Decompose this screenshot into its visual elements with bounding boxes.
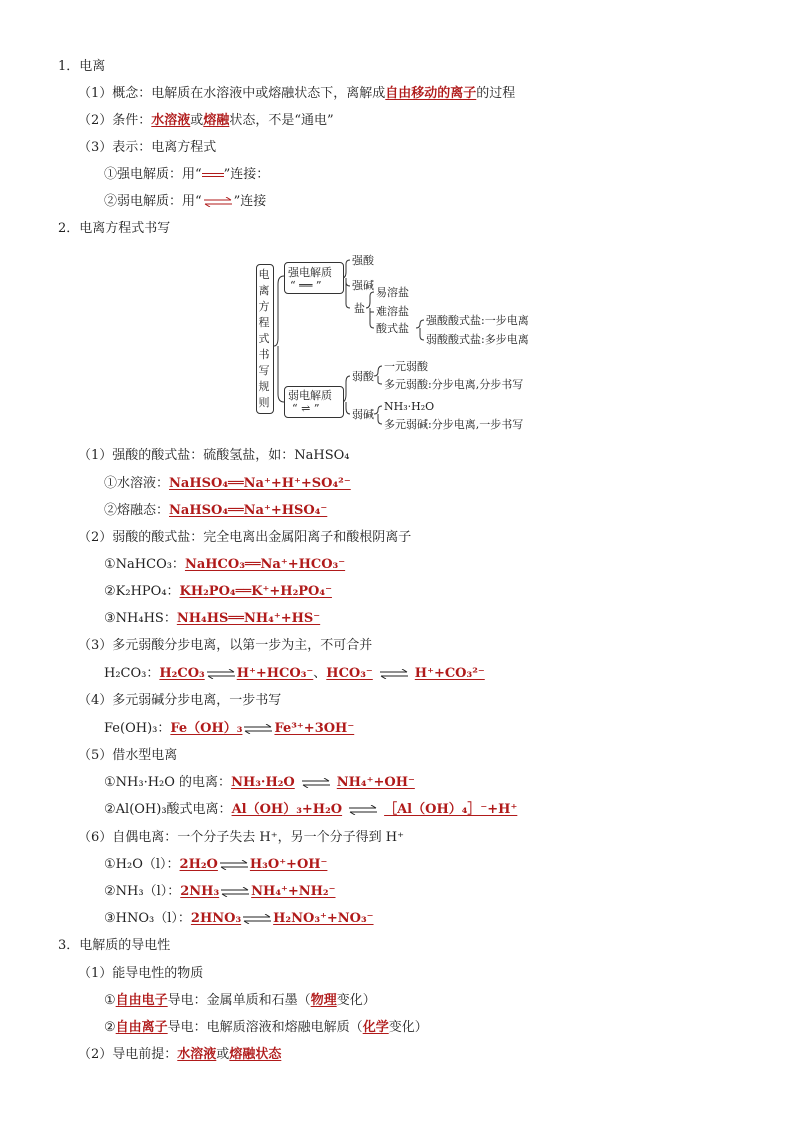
section-1-title: 1．电离 <box>58 59 106 74</box>
representation-line: （3）表示：电离方程式 <box>78 140 217 155</box>
weak-text: ②弱电解质：用“ <box>104 194 202 209</box>
ion-tail: 变化） <box>388 1020 428 1035</box>
q2-heading: （2）弱酸的酸式盐：完全电离出金属阳离子和酸根阴离子 <box>78 530 412 545</box>
q2a-label: ①NaHCO₃： <box>104 557 185 572</box>
node-insoluble-salt: 难溶盐 <box>376 305 409 318</box>
electron-text: 导电：金属单质和石墨（ <box>167 993 311 1008</box>
q3a-reactant-2: HCO₃⁻ <box>326 666 373 681</box>
q3a-product-2: H⁺+CO₃²⁻ <box>414 666 485 681</box>
reversible-arrow-icon <box>242 914 272 924</box>
node-salt: 盐 <box>354 302 365 315</box>
q5-heading: （5）借水型电离 <box>78 748 178 763</box>
q3a-separator: 、 <box>313 666 327 681</box>
q5b-reactant: Al（OH）₃+H₂O <box>231 802 343 817</box>
root-char: 程 <box>258 316 270 329</box>
root-char: 电 <box>258 268 270 281</box>
concept-tail: 的过程 <box>476 86 516 101</box>
condition-or: 或 <box>190 113 204 128</box>
q1a-label: ①水溶液： <box>104 476 170 491</box>
q6c-line <box>104 910 374 928</box>
weak-tail: ”连接 <box>233 194 267 209</box>
root-char: 式 <box>258 332 270 345</box>
q4a-line <box>104 720 354 738</box>
root-char: 方 <box>258 300 270 313</box>
section-2-title: 2．电离方程式书写 <box>58 221 171 236</box>
q5b-line <box>104 801 517 819</box>
q2b-line <box>104 583 332 601</box>
conduction-premise-line <box>78 1046 281 1064</box>
q6a-reactant: 2H₂O <box>179 857 218 872</box>
q6c-label: ③HNO₃（l）： <box>104 911 191 926</box>
weak-symbol: “ ⇌ ” <box>292 402 320 415</box>
premise-or: 或 <box>216 1047 230 1062</box>
node-strong-acid-salt: 强酸酸式盐:一步电离 <box>426 314 529 327</box>
node-acid-salt: 酸式盐 <box>376 322 409 335</box>
reversible-arrow-icon <box>220 887 250 897</box>
q4a-product: Fe³⁺+3OH⁻ <box>274 721 355 736</box>
electron-tail: 变化） <box>336 993 376 1008</box>
ion-text: 导电：电解质溶液和熔融电解质（ <box>167 1020 363 1035</box>
reversible-arrow-icon <box>296 778 336 788</box>
reversible-arrow-icon <box>343 805 383 815</box>
q5a-reactant: NH₃·H₂O <box>231 775 295 790</box>
q6b-line <box>104 883 336 901</box>
equals-symbol <box>202 171 224 179</box>
q2c-line <box>104 610 320 628</box>
electron-conduction-line <box>104 992 376 1010</box>
answer-free-ions: 自由移动的离子 <box>385 86 477 101</box>
answer-physical: 物理 <box>310 993 337 1008</box>
strong-electrolyte-label: 强电解质 <box>288 266 332 279</box>
conductors-heading: （1）能导电性的物质 <box>78 966 204 981</box>
condition-tail: 状态，不是“通电” <box>229 113 334 128</box>
answer-aqueous-2: 水溶液 <box>177 1047 217 1062</box>
strong-symbol: “ ══ ” <box>290 279 322 292</box>
q5b-label: ②Al(OH)₃酸式电离： <box>104 802 232 817</box>
q3a-line <box>104 665 485 683</box>
q3a-product-1: H⁺+HCO₃⁻ <box>236 666 314 681</box>
reversible-arrow-icon <box>219 860 249 870</box>
q6a-label: ①H₂O（l）： <box>104 857 180 872</box>
strong-text: ①强电解质：用“ <box>104 167 202 182</box>
concept-line <box>78 85 515 103</box>
concept-text: （1）概念：电解质在水溶液中或熔融状态下，离解成 <box>78 86 386 101</box>
q2b-label: ②K₂HPO₄： <box>104 584 180 599</box>
condition-text: （2）条件： <box>78 113 152 128</box>
q1b-answer: NaHSO₄══Na⁺+HSO₄⁻ <box>169 503 328 518</box>
reversible-arrow-icon <box>374 669 414 679</box>
q5b-product: ［Al（OH）₄］⁻+H⁺ <box>384 802 518 817</box>
node-poly-weak-base: 多元弱碱:分步电离,一步书写 <box>384 418 524 431</box>
node-soluble-salt: 易溶盐 <box>376 286 409 299</box>
q3a-reactant-1: H₂CO₃ <box>159 666 205 681</box>
answer-molten-state: 熔融状态 <box>229 1047 282 1062</box>
node-mono-weak-acid: 一元弱酸 <box>384 360 428 373</box>
answer-free-ions-2: 自由离子 <box>115 1020 168 1035</box>
electron-marker: ① <box>104 993 116 1008</box>
q6b-reactant: 2NH₃ <box>180 884 220 899</box>
node-weak-base: 弱碱 <box>352 408 374 421</box>
q6-heading: （6）自偶电离：一个分子失去 H⁺，另一个分子得到 H⁺ <box>78 830 404 845</box>
q6b-label: ②NH₃（l）： <box>104 884 181 899</box>
root-char: 规 <box>258 380 270 393</box>
condition-line <box>78 112 334 130</box>
q5a-label: ①NH₃·H₂O 的电离： <box>104 775 232 790</box>
q2a-answer: NaHCO₃══Na⁺+HCO₃⁻ <box>184 557 346 572</box>
q6a-product: H₃O⁺+OH⁻ <box>249 857 328 872</box>
ionization-rules-diagram <box>250 254 550 433</box>
q4a-reactant: Fe（OH）₃ <box>170 721 243 736</box>
root-label <box>257 267 271 411</box>
answer-molten: 熔融 <box>203 113 230 128</box>
q5a-product: NH₄⁺+OH⁻ <box>336 775 415 790</box>
root-char: 书 <box>258 348 270 361</box>
answer-chemical: 化学 <box>362 1020 389 1035</box>
reversible-arrow-icon <box>206 669 236 679</box>
node-strong-base: 强碱 <box>352 279 374 292</box>
root-char: 写 <box>258 364 270 377</box>
section-3-title: 3．电解质的导电性 <box>58 938 171 953</box>
q4a-label: Fe(OH)₃： <box>104 721 171 736</box>
q2b-answer: KH₂PO₄══K⁺+H₂PO₄⁻ <box>179 584 332 599</box>
q1b-label: ②熔融态： <box>104 503 170 518</box>
q5a-line <box>104 774 415 792</box>
strong-electrolyte-line <box>104 166 269 184</box>
root-char: 离 <box>258 284 270 297</box>
node-poly-weak-acid: 多元弱酸:分步电离,分步书写 <box>384 378 524 391</box>
answer-aqueous: 水溶液 <box>151 113 191 128</box>
q3a-label: H₂CO₃： <box>104 666 160 681</box>
reversible-arrow-icon <box>203 197 233 207</box>
q2c-label: ③NH₄HS： <box>104 611 177 626</box>
q6b-product: NH₄⁺+NH₂⁻ <box>251 884 336 899</box>
q6c-product: H₂NO₃⁺+NO₃⁻ <box>273 911 374 926</box>
node-nh3h2o: NH₃·H₂O <box>384 400 435 413</box>
reversible-arrow-icon <box>243 724 273 734</box>
ion-marker: ② <box>104 1020 116 1035</box>
q1b-line <box>104 502 327 520</box>
node-weak-acid-salt: 弱酸酸式盐:多步电离 <box>426 333 529 346</box>
q1-heading: （1）强酸的酸式盐：硫酸氢盐，如：NaHSO₄ <box>78 448 350 463</box>
q3-heading: （3）多元弱酸分步电离，以第一步为主，不可合并 <box>78 638 373 653</box>
weak-electrolyte-line <box>104 193 266 211</box>
q4-heading: （4）多元弱碱分步电离，一步书写 <box>78 693 282 708</box>
strong-tail: ”连接： <box>223 167 270 182</box>
root-char: 则 <box>258 396 270 409</box>
node-strong-acid: 强酸 <box>352 254 374 267</box>
q1a-line <box>104 475 351 493</box>
q6a-line <box>104 856 327 874</box>
ion-conduction-line <box>104 1019 428 1037</box>
q1a-answer: NaHSO₄══Na⁺+H⁺+SO₄²⁻ <box>169 476 351 491</box>
answer-free-electrons: 自由电子 <box>115 993 168 1008</box>
node-weak-acid: 弱酸 <box>352 370 374 383</box>
weak-electrolyte-label: 弱电解质 <box>288 389 332 402</box>
premise-text: （2）导电前提： <box>78 1047 178 1062</box>
q2a-line <box>104 556 345 574</box>
q6c-reactant: 2HNO₃ <box>190 911 242 926</box>
q2c-answer: NH₄HS══NH₄⁺+HS⁻ <box>176 611 321 626</box>
